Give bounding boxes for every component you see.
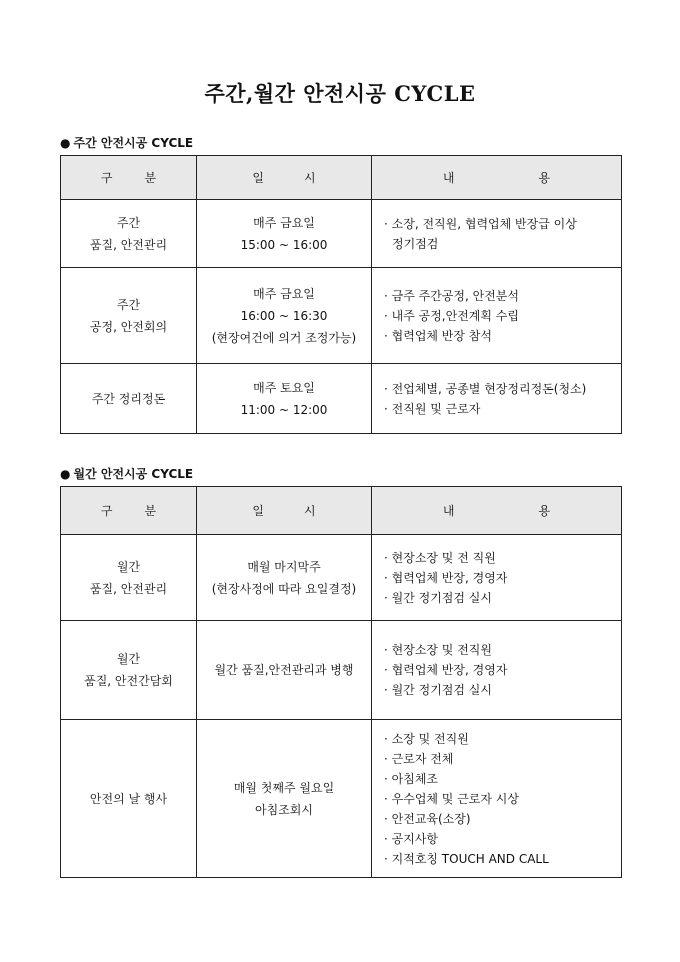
weekly-header-row xyxy=(61,156,622,200)
category-cell: 주간 정리정돈 xyxy=(61,364,197,434)
weekly-table xyxy=(60,155,622,434)
content-cell: · 현장소장 및 전 직원 · 협력업체 반장, 경영자 · 월간 정기점검 실시 xyxy=(372,535,622,621)
header-category: 구 분 xyxy=(61,487,197,535)
table-row xyxy=(61,621,622,720)
category-cell: 안전의 날 행사 xyxy=(61,720,197,878)
content-cell: · 소장, 전직원, 협력업체 반장급 이상 정기점검 xyxy=(372,200,622,268)
header-content: 내 용 xyxy=(372,487,622,535)
category-cell: 월간 품질, 안전간담회 xyxy=(61,621,197,720)
table-row xyxy=(61,720,622,878)
schedule-cell: 매주 금요일 16:00 ~ 16:30 (현장여건에 의거 조정가능) xyxy=(197,268,372,364)
page-title: 주간,월간 안전시공 CYCLE xyxy=(204,81,476,106)
category-cell: 주간 품질, 안전관리 xyxy=(61,200,197,268)
weekly-section-heading: ● 주간 안전시공 CYCLE xyxy=(60,136,194,150)
content-cell: · 현장소장 및 전직원 · 협력업체 반장, 경영자 · 월간 정기점검 실시 xyxy=(372,621,622,720)
category-cell: 월간 품질, 안전관리 xyxy=(61,535,197,621)
monthly-header-row xyxy=(61,487,622,535)
header-content: 내 용 xyxy=(372,156,622,200)
schedule-cell: 매월 마지막주 (현장사정에 따라 요일결정) xyxy=(197,535,372,621)
schedule-cell: 매주 토요일 11:00 ~ 12:00 xyxy=(197,364,372,434)
monthly-table xyxy=(60,486,622,878)
table-row xyxy=(61,364,622,434)
table-row xyxy=(61,535,622,621)
schedule-cell: 월간 품질,안전관리과 병행 xyxy=(197,621,372,720)
header-category: 구 분 xyxy=(61,156,197,200)
header-schedule: 일 시 xyxy=(197,156,372,200)
header-schedule: 일 시 xyxy=(197,487,372,535)
schedule-cell: 매월 첫째주 월요일 아침조회시 xyxy=(197,720,372,878)
monthly-section-heading: ● 월간 안전시공 CYCLE xyxy=(60,467,194,481)
content-cell: · 전업체별, 공종별 현장정리정돈(청소) · 전직원 및 근로자 xyxy=(372,364,622,434)
category-cell: 주간 공정, 안전회의 xyxy=(61,268,197,364)
content-cell: · 소장 및 전직원 · 근로자 전체 · 아침체조 · 우수업체 및 근로자 시상 · 안전교육(소장) · 공지사항 · 지적호칭 TOUCH AND CALL xyxy=(372,720,622,878)
bullet-icon: ● xyxy=(60,136,71,150)
bullet-icon: ● xyxy=(60,467,71,481)
table-row xyxy=(61,200,622,268)
schedule-cell: 매주 금요일 15:00 ~ 16:00 xyxy=(197,200,372,268)
table-row xyxy=(61,268,622,364)
content-cell: · 금주 주간공정, 안전분석 · 내주 공정,안전계획 수립 · 협력업체 반장 참석 xyxy=(372,268,622,364)
